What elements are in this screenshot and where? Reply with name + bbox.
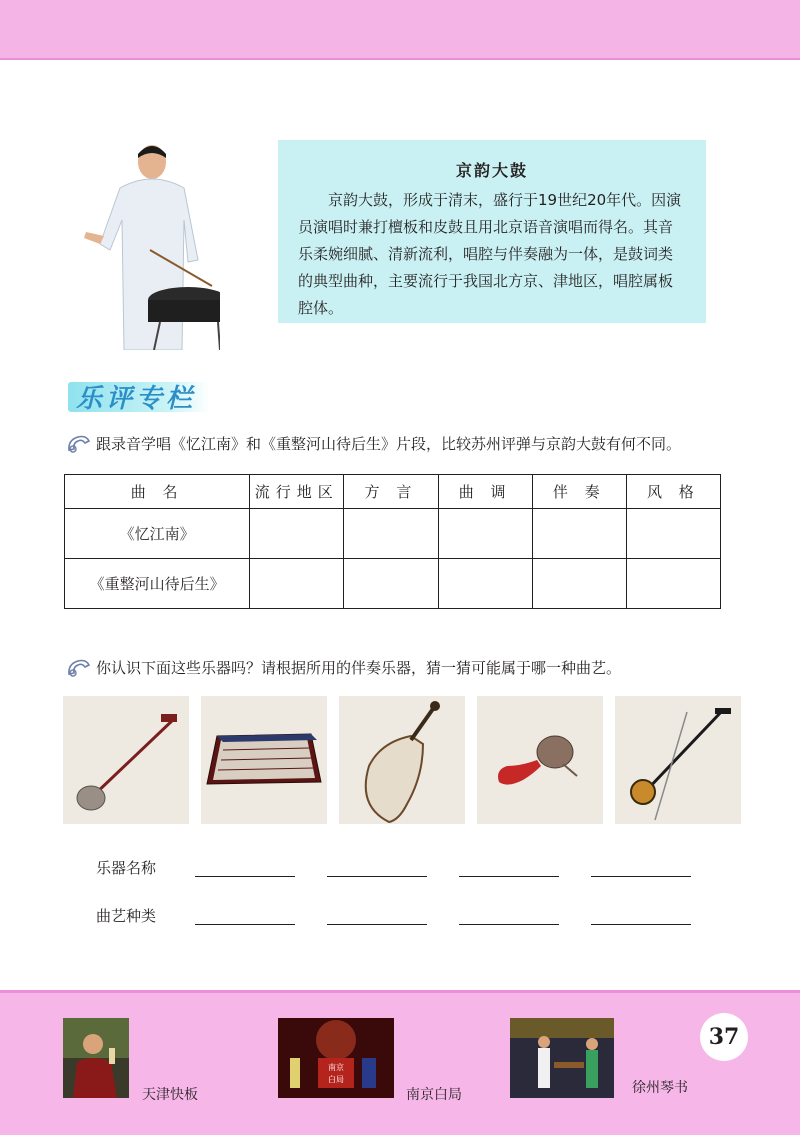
horn-icon [66,432,92,454]
quyi-type-blank[interactable] [591,924,691,925]
info-box [278,140,706,323]
instrument-name-blank[interactable] [327,876,427,877]
nanjing-baiju-photo [278,1018,394,1098]
table-cell-song: 《重整河山待后生》 [65,559,250,609]
top-band [0,0,800,60]
table-cell[interactable] [344,509,438,559]
caption-tianjin: 天津快板 [142,1087,198,1103]
question-1-text: 跟录音学唱《忆江南》和《重整河山待后生》片段，比较苏州评弹与京韵大鼓有何不同。 [96,434,682,453]
table-cell[interactable] [532,509,626,559]
table-row [65,509,721,559]
quyi-type-label: 曲艺种类 [96,907,157,925]
info-body: 京韵大鼓，形成于清末，盛行于19世纪20年代。因演员演唱时兼打檀板和皮鼓且用北京语音演唱而得名。其音乐柔婉细腻、清新流利，唱腔与伴奏融为一体，是鼓词类的典型曲种，主要流行于我国北方京、津地区，唱腔属板腔体。 [298,191,682,317]
caption-nanjing: 南京白局 [406,1087,462,1103]
table-header-row [65,475,721,509]
info-title: 京韵大鼓 [455,161,528,180]
table-cell-song: 《忆江南》 [65,509,250,559]
table-cell[interactable] [438,559,532,609]
page-number: 37 [700,1013,748,1061]
table-cell[interactable] [626,509,720,559]
instrument-name-blank[interactable] [591,876,691,877]
header-region: 流行地区 [250,475,344,509]
header-style: 风 格 [626,475,720,509]
erhu-image [615,696,741,824]
instrument-name-blank[interactable] [195,876,295,877]
nanjing-sign-text: 南京 [328,1063,344,1072]
sanxian-image [63,696,189,824]
header-accompaniment: 伴 奏 [532,475,626,509]
table-cell[interactable] [438,509,532,559]
header-tune: 曲 调 [438,475,532,509]
table-cell[interactable] [250,559,344,609]
caption-xuzhou: 徐州琴书 [632,1080,688,1096]
quyi-type-blank[interactable] [195,924,295,925]
table-cell[interactable] [344,559,438,609]
xuzhou-qinshu-photo [510,1018,614,1098]
table-cell[interactable] [532,559,626,609]
tianjin-kuaiban-photo [63,1018,129,1098]
table-row [65,559,721,609]
quyi-type-blank[interactable] [327,924,427,925]
quyi-type-blank[interactable] [459,924,559,925]
section-title: 乐评专栏 [76,384,197,414]
section-header [68,378,210,412]
horn-icon [66,656,92,678]
comparison-table [64,474,721,609]
header-song: 曲 名 [65,475,250,509]
question-2 [66,656,621,678]
header-dialect: 方 言 [344,475,438,509]
table-cell[interactable] [626,559,720,609]
drum-image [477,696,603,824]
question-2-text: 你认识下面这些乐器吗？请根据所用的伴奏乐器，猜一猜可能属于哪一种曲艺。 [96,658,622,677]
question-1 [66,432,681,454]
instrument-name-blank[interactable] [459,876,559,877]
table-cell[interactable] [250,509,344,559]
yangqin-image [201,696,327,824]
pipa-image [339,696,465,824]
nanjing-sign-text: 白局 [328,1075,344,1084]
performer-image [80,140,220,350]
instrument-name-label: 乐器名称 [96,859,157,877]
